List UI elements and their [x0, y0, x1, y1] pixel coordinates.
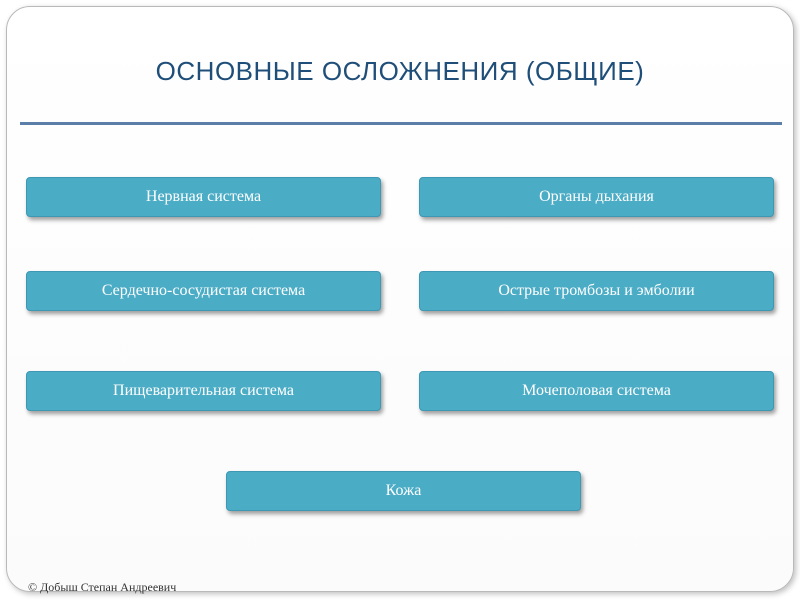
item-genitourinary-system: Мочеполовая система: [419, 371, 774, 411]
item-cardiovascular-system: Сердечно-сосудистая система: [26, 271, 381, 311]
item-nervous-system: Нервная система: [26, 177, 381, 217]
item-respiratory-organs: Органы дыхания: [419, 177, 774, 217]
item-digestive-system: Пищеварительная система: [26, 371, 381, 411]
item-skin: Кожа: [226, 471, 581, 511]
item-thrombosis-embolism: Острые тромбозы и эмболии: [419, 271, 774, 311]
title-divider: [20, 122, 782, 125]
slide-title: ОСНОВНЫЕ ОСЛОЖНЕНИЯ (ОБЩИЕ): [155, 56, 645, 86]
copyright-footer: © Добыш Степан Андреевич: [28, 580, 177, 594]
